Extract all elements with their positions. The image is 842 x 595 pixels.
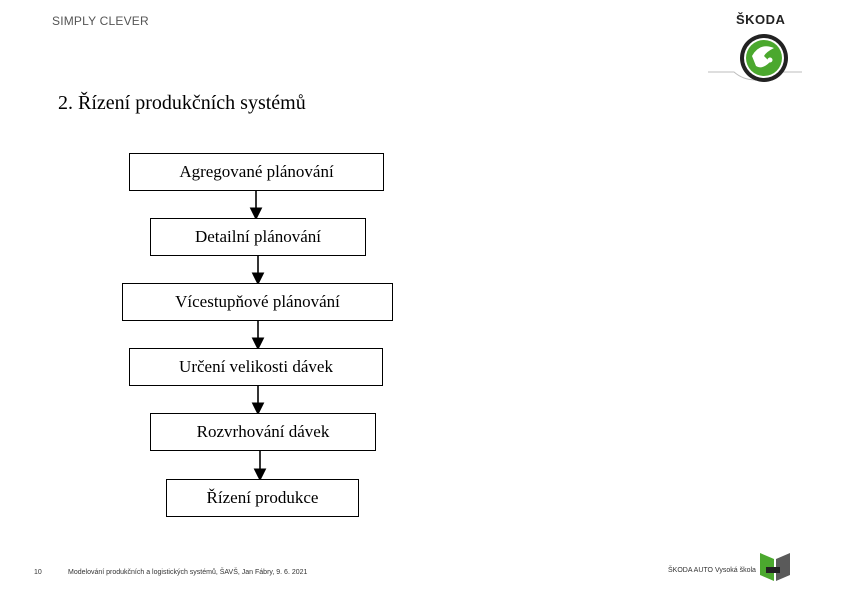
flow-step-production-control: Řízení produkce <box>166 479 359 517</box>
flow-step-detailed-planning: Detailní plánování <box>150 218 366 256</box>
flow-step-multistage-planning: Vícestupňové plánování <box>122 283 393 321</box>
page-number: 10 <box>34 569 42 576</box>
flow-step-lot-sizing: Určení velikosti dávek <box>129 348 383 386</box>
school-name: ŠKODA AUTO Vysoká škola <box>668 567 756 574</box>
flow-step-lot-scheduling: Rozvrhování dávek <box>150 413 376 451</box>
tagline: SIMPLY CLEVER <box>52 14 149 28</box>
flow-step-aggregate-planning: Agregované plánování <box>129 153 384 191</box>
footer-text: Modelování produkčních a logistických systémů, ŠAVŠ, Jan Fábry, 9. 6. 2021 <box>68 569 308 576</box>
brand-name: ŠKODA <box>736 12 786 27</box>
school-logo-icon <box>756 549 794 585</box>
page-title: 2. Řízení produkčních systémů <box>58 92 306 114</box>
skoda-logo-icon <box>700 26 810 100</box>
